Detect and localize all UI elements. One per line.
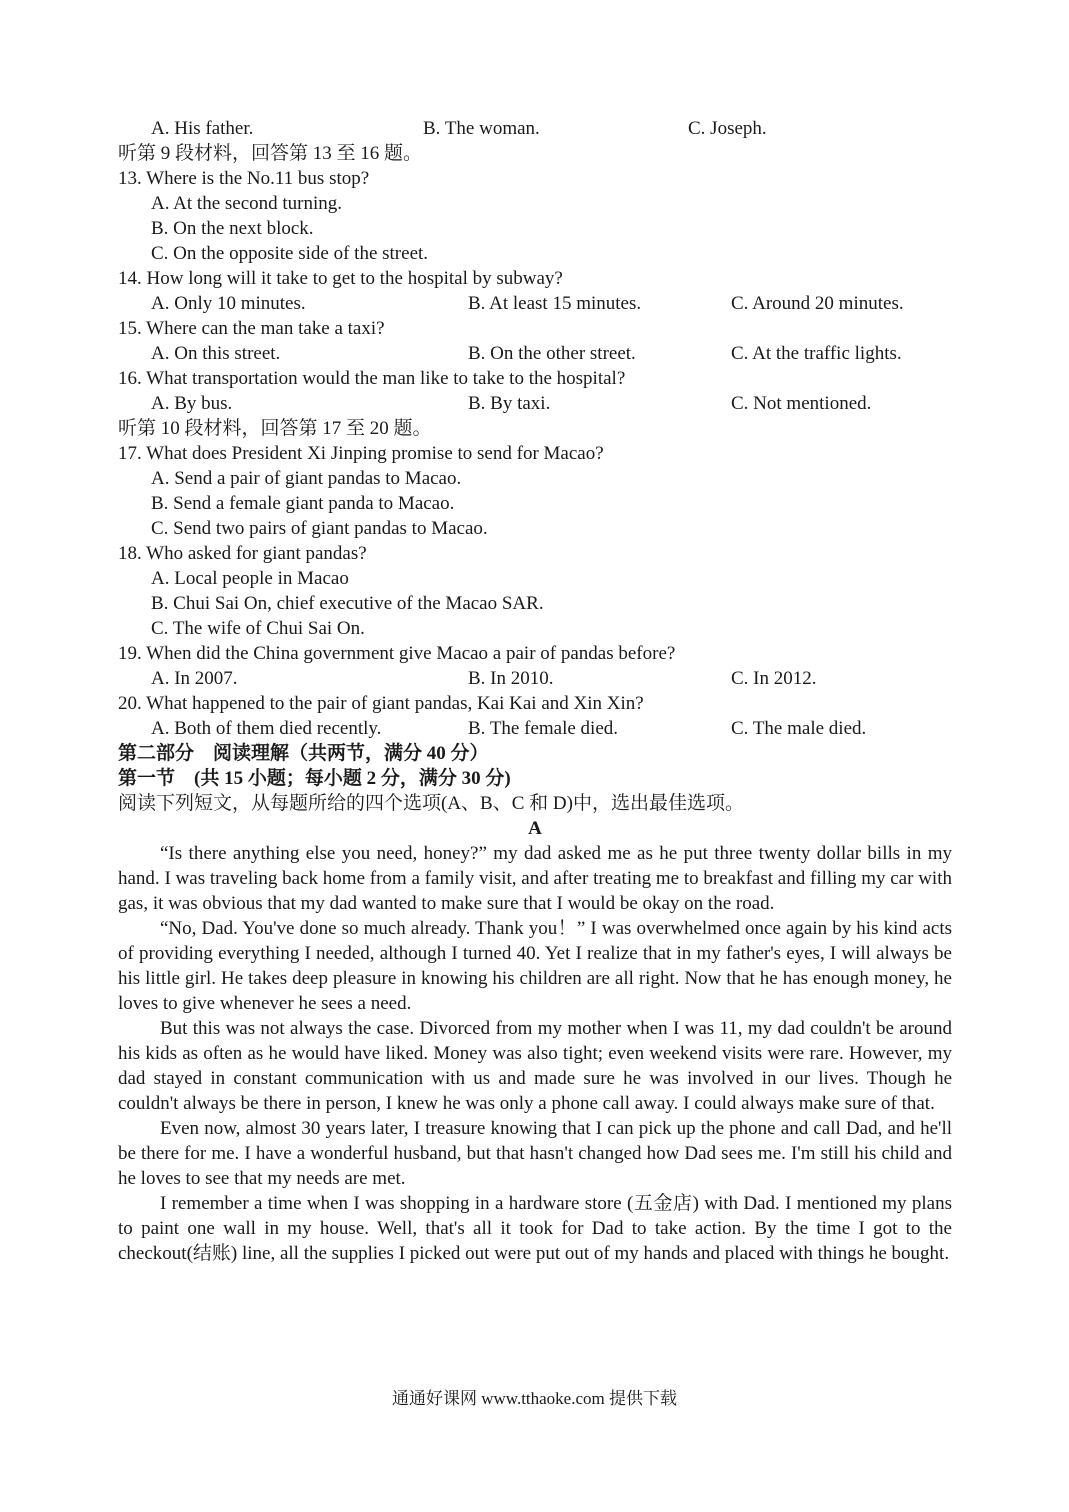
option-row-14: [118, 291, 952, 316]
option-16-b: B. By taxi.: [468, 393, 551, 414]
option-18-b: B. Chui Sai On, chief executive of the Macao SAR.: [151, 593, 544, 614]
option-b: B. The woman.: [423, 118, 540, 139]
passage-paragraph: Even now, almost 30 years later, I treasure knowing that I can pick up the phone and call Dad, and he'll be there for me. I have a wonderful husband, but that hasn't changed how Dad sees me. I'm still his child and he loves to see that my needs are met.: [118, 1118, 952, 1189]
option-row-16: [118, 391, 952, 416]
question-13: 13. Where is the No.11 bus stop?: [118, 168, 370, 189]
option-row-15: [118, 341, 952, 366]
option-14-c: C. Around 20 minutes.: [731, 293, 904, 314]
option-15-a: A. On this street.: [151, 343, 281, 364]
question-17: 17. What does President Xi Jinping promise to send for Macao?: [118, 443, 604, 464]
option-row-12: [118, 116, 952, 141]
option-19-c: C. In 2012.: [731, 668, 817, 689]
passage-paragraph: “No, Dad. You've done so much already. Thank you！” I was overwhelmed once again by his kind acts of providing everything I needed, although I turned 40. Yet I realize that in my father's eyes, I will always be his little girl. He takes deep pleasure in knowing his children are all right. Now that he has enough money, he loves to give whenever he sees a need.: [118, 918, 952, 1014]
option-13-c: C. On the opposite side of the street.: [151, 243, 429, 264]
page-footer: 通通好课网 www.tthaoke.com 提供下载: [391, 1389, 678, 1408]
passage-label: A: [528, 818, 542, 839]
section-one-heading: 第一节 (共 15 小题；每小题 2 分，满分 30 分): [118, 768, 511, 789]
passage-paragraph: I remember a time when I was shopping in a hardware store (五金店) with Dad. I mentioned my plans to paint one wall in my house. Well, that's all it took for Dad to take action. By the time I got to the checkout(结账) line, all the supplies I picked out were put out of my hands and placed with things he bought.: [118, 1193, 952, 1264]
option-17-c: C. Send two pairs of giant pandas to Macao.: [151, 518, 488, 539]
reading-instructions: 阅读下列短文，从每题所给的四个选项(A、B、C 和 D)中，选出最佳选项。: [118, 793, 744, 814]
option-c: C. Joseph.: [688, 118, 767, 139]
option-20-b: B. The female died.: [468, 718, 619, 739]
option-13-a: A. At the second turning.: [151, 193, 343, 214]
option-14-b: B. At least 15 minutes.: [468, 293, 642, 314]
question-20: 20. What happened to the pair of giant pandas, Kai Kai and Xin Xin?: [118, 693, 644, 714]
option-13-b: B. On the next block.: [151, 218, 314, 239]
passage-paragraph: “Is there anything else you need, honey?” my dad asked me as he put three twenty dollar bills in my hand. I was traveling back home from a family visit, and after treating me to breakfast and filling my car with gas, it was obvious that my dad wanted to make sure that I would be okay on the road.: [118, 843, 952, 914]
option-20-c: C. The male died.: [731, 718, 867, 739]
section-heading-9: 听第 9 段材料，回答第 13 至 16 题。: [118, 143, 423, 164]
option-15-c: C. At the traffic lights.: [731, 343, 902, 364]
option-18-a: A. Local people in Macao: [151, 568, 349, 589]
option-14-a: A. Only 10 minutes.: [151, 293, 306, 314]
option-16-a: A. By bus.: [151, 393, 233, 414]
option-15-b: B. On the other street.: [468, 343, 636, 364]
question-14: 14. How long will it take to get to the hospital by subway?: [118, 268, 563, 289]
option-17-b: B. Send a female giant panda to Macao.: [151, 493, 455, 514]
exam-page-content: [118, 116, 952, 1266]
option-18-c: C. The wife of Chui Sai On.: [151, 618, 365, 639]
question-19: 19. When did the China government give Macao a pair of pandas before?: [118, 643, 676, 664]
question-16: 16. What transportation would the man like to take to the hospital?: [118, 368, 626, 389]
option-a: A. His father.: [151, 118, 254, 139]
passage-paragraph: But this was not always the case. Divorced from my mother when I was 11, my dad couldn't be around his kids as often as he would have liked. Money was also tight; even weekend visits were rare. However, my dad stayed in constant communication with us and made sure he was involved in our lives. Though he couldn't always be there in person, I knew he was only a phone call away. I could always make sure of that.: [118, 1018, 952, 1114]
question-15: 15. Where can the man take a taxi?: [118, 318, 385, 339]
section-heading-10: 听第 10 段材料，回答第 17 至 20 题。: [118, 418, 432, 439]
option-20-a: A. Both of them died recently.: [151, 718, 382, 739]
part-two-heading: 第二部分 阅读理解（共两节，满分 40 分）: [118, 743, 489, 764]
option-19-a: A. In 2007.: [151, 668, 238, 689]
option-row-19: [118, 666, 952, 691]
option-row-20: [118, 716, 952, 741]
option-16-c: C. Not mentioned.: [731, 393, 872, 414]
question-18: 18. Who asked for giant pandas?: [118, 543, 367, 564]
option-19-b: B. In 2010.: [468, 668, 554, 689]
option-17-a: A. Send a pair of giant pandas to Macao.: [151, 468, 462, 489]
